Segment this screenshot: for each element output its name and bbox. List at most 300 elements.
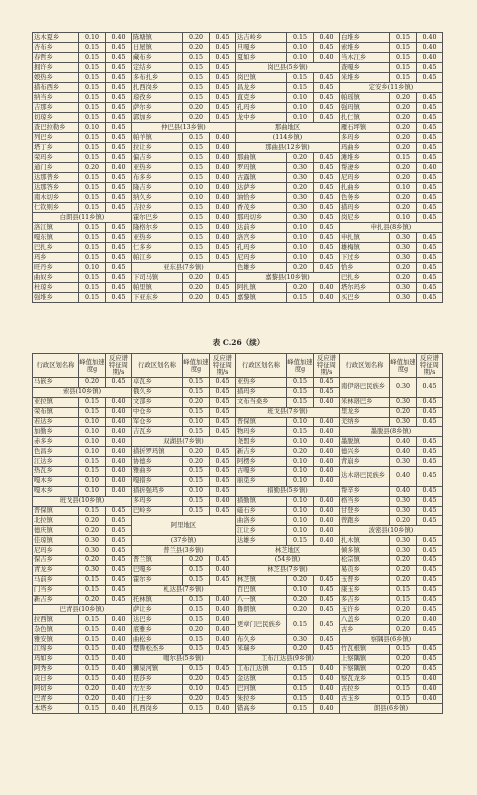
header-period: 反应谱特征周期/s xyxy=(417,354,443,378)
district-name: 昌龙乡 xyxy=(236,83,287,93)
period-value: 0.45 xyxy=(417,556,443,566)
pga-value: 0.20 xyxy=(390,654,417,664)
district-name: 亚热乡 xyxy=(132,233,183,243)
district-name: 竹瓦根镇 xyxy=(340,645,390,655)
period-value: 0.45 xyxy=(314,173,340,183)
table-row xyxy=(33,103,443,113)
table-row xyxy=(33,253,443,263)
pga-value: 0.20 xyxy=(287,183,314,193)
district-name: 加勤乡 xyxy=(33,427,79,437)
period-value: 0.45 xyxy=(106,153,132,163)
period-value: 0.45 xyxy=(210,457,236,467)
district-name: 恰乡 xyxy=(340,263,390,273)
pga-value: 0.40 xyxy=(390,467,417,487)
table-row xyxy=(33,173,443,183)
period-value: 0.45 xyxy=(210,476,236,486)
period-value: 0.40 xyxy=(106,654,132,664)
district-name: 强玛镇 xyxy=(340,103,390,113)
group-header: 朗县(6乡镇) xyxy=(340,704,443,714)
district-name: 更章门巴民族乡 xyxy=(236,615,287,635)
period-value: 0.45 xyxy=(106,263,132,273)
period-value: 0.45 xyxy=(106,243,132,253)
table-row xyxy=(33,427,443,437)
period-value: 0.40 xyxy=(210,133,236,143)
period-value: 0.45 xyxy=(210,113,236,123)
table-caption: 表 C.26（续） xyxy=(212,338,265,347)
period-value: 0.45 xyxy=(417,378,443,398)
period-value: 0.45 xyxy=(210,53,236,63)
table-row xyxy=(33,193,443,203)
pga-value: 0.15 xyxy=(183,565,210,575)
period-value: 0.45 xyxy=(106,73,132,83)
district-name: 措布西乡 xyxy=(33,83,79,93)
district-name: 普保镇 xyxy=(33,506,79,516)
period-value: 0.40 xyxy=(314,417,340,427)
period-value: 0.45 xyxy=(417,153,443,163)
district-name: 康玉乡 xyxy=(340,585,390,595)
table-row xyxy=(33,447,443,457)
group-header: 普兰县(3乡镇) xyxy=(132,546,236,556)
table-row xyxy=(33,575,443,585)
group-header: 林芝县(7乡镇) xyxy=(236,565,340,575)
table-row xyxy=(33,457,443,467)
period-value: 0.45 xyxy=(417,213,443,223)
pga-value: 0.20 xyxy=(390,575,417,585)
pga-value: 0.30 xyxy=(390,378,417,398)
period-value: 0.40 xyxy=(314,684,340,694)
period-value: 0.40 xyxy=(314,674,340,684)
pga-value: 0.15 xyxy=(79,83,106,93)
period-value: 0.45 xyxy=(314,615,340,635)
header-pga: 峰值加速度g xyxy=(79,354,106,378)
pga-value: 0.15 xyxy=(79,654,106,664)
pga-value: 0.15 xyxy=(287,615,314,635)
table-row xyxy=(33,223,443,233)
pga-value: 0.30 xyxy=(390,283,417,293)
district-name: 楚鲁松杰乡 xyxy=(132,645,183,655)
period-value: 0.40 xyxy=(210,163,236,173)
district-name: 杏布乡 xyxy=(33,43,79,53)
district-name: 林芝镇 xyxy=(236,575,287,585)
district-name: 八盖乡 xyxy=(340,615,390,625)
pga-value: 0.10 xyxy=(287,233,314,243)
pga-value: 0.20 xyxy=(390,263,417,273)
pga-value: 0.10 xyxy=(287,516,314,526)
pga-value: 0.15 xyxy=(390,645,417,655)
period-value: 0.40 xyxy=(314,506,340,516)
district-name: 下过乡 xyxy=(340,253,390,263)
pga-value: 0.15 xyxy=(183,645,210,655)
period-value: 0.45 xyxy=(106,293,132,303)
period-value: 0.40 xyxy=(106,457,132,467)
period-value: 0.40 xyxy=(106,476,132,486)
district-name: 贡日乡 xyxy=(33,674,79,684)
period-value: 0.40 xyxy=(106,645,132,655)
district-name: 布多乡 xyxy=(132,173,183,183)
period-value: 0.45 xyxy=(314,103,340,113)
pga-value: 0.20 xyxy=(287,595,314,605)
pga-value: 0.20 xyxy=(390,123,417,133)
table-row xyxy=(33,664,443,674)
table-row xyxy=(33,694,443,704)
pga-value: 0.15 xyxy=(79,193,106,203)
pga-value: 0.15 xyxy=(79,674,106,684)
district-name: 列巴乡 xyxy=(33,133,79,143)
table-row xyxy=(33,43,443,53)
table-row xyxy=(33,645,443,655)
district-name: 背崩乡 xyxy=(340,457,390,467)
period-value: 0.45 xyxy=(417,496,443,506)
district-name: 德兴乡 xyxy=(340,447,390,457)
district-name: 杂色镇 xyxy=(33,625,79,635)
period-value: 0.45 xyxy=(106,585,132,595)
district-name: 江达乡 xyxy=(33,457,79,467)
pga-value: 0.20 xyxy=(183,103,210,113)
pga-value: 0.15 xyxy=(287,694,314,704)
district-name: 旦嘎乡 xyxy=(236,43,287,53)
period-value: 0.45 xyxy=(210,283,236,293)
district-name: 曾跑乡 xyxy=(340,516,390,526)
table-row xyxy=(33,243,443,253)
district-name: 春哲乡 xyxy=(33,53,79,63)
period-value: 0.40 xyxy=(314,467,340,477)
pga-value: 0.20 xyxy=(183,447,210,457)
district-name: 达那答乡 xyxy=(33,183,79,193)
table-row xyxy=(33,674,443,684)
pga-value: 0.15 xyxy=(183,496,210,506)
district-name: 中仓乡 xyxy=(132,407,183,417)
district-name: 查嘎乡 xyxy=(340,63,390,73)
table-row xyxy=(33,153,443,163)
period-value: 0.40 xyxy=(106,694,132,704)
district-name: 上察隅镇 xyxy=(340,654,390,664)
pga-value: 0.15 xyxy=(390,674,417,684)
district-name: 那曲镇 xyxy=(236,153,287,163)
pga-value: 0.15 xyxy=(183,233,210,243)
district-name: 古乡 xyxy=(340,625,390,635)
period-value: 0.45 xyxy=(314,113,340,123)
district-name: 北拉镇 xyxy=(33,516,79,526)
group-header: 嘉黎县(10乡镇) xyxy=(236,273,340,283)
district-name: 那玛切乡 xyxy=(236,213,287,223)
district-name: 帕江乡 xyxy=(132,253,183,263)
pga-value: 0.10 xyxy=(183,486,210,496)
period-value: 0.40 xyxy=(106,704,132,714)
pga-value: 0.15 xyxy=(183,378,210,388)
pga-value: 0.15 xyxy=(183,595,210,605)
period-value: 0.45 xyxy=(417,645,443,655)
period-value: 0.45 xyxy=(314,43,340,53)
district-name: 陈塘镇 xyxy=(132,33,183,43)
district-name: 偏吉乡 xyxy=(132,153,183,163)
period-value: 0.45 xyxy=(417,486,443,496)
pga-value: 0.20 xyxy=(390,516,417,526)
header-period: 反应谱特征周期/s xyxy=(210,354,236,378)
period-value: 0.45 xyxy=(417,113,443,123)
period-value: 0.40 xyxy=(106,674,132,684)
pga-value: 0.40 xyxy=(390,447,417,457)
pga-value: 0.20 xyxy=(390,615,417,625)
district-name: 磁石乡 xyxy=(236,506,287,516)
period-value: 0.45 xyxy=(314,93,340,103)
table-row xyxy=(33,263,443,273)
pga-value: 0.15 xyxy=(390,43,417,53)
period-value: 0.45 xyxy=(417,293,443,303)
district-name: 措玛乡 xyxy=(236,387,287,397)
period-value: 0.45 xyxy=(314,645,340,655)
pga-value: 0.15 xyxy=(79,183,106,193)
district-name: 物玛乡 xyxy=(236,427,287,437)
district-name: 强堆乡 xyxy=(33,293,79,303)
district-name: 油恰乡 xyxy=(236,193,287,203)
pga-value: 0.20 xyxy=(183,457,210,467)
period-value: 0.40 xyxy=(314,53,340,63)
pga-value: 0.15 xyxy=(183,163,210,173)
period-value: 0.40 xyxy=(314,704,340,714)
pga-value: 0.20 xyxy=(390,407,417,417)
district-name: 霍尔巴乡 xyxy=(132,213,183,223)
period-value: 0.40 xyxy=(210,153,236,163)
pga-value: 0.15 xyxy=(79,103,106,113)
pga-value: 0.15 xyxy=(79,625,106,635)
period-value: 0.40 xyxy=(106,635,132,645)
pga-value: 0.15 xyxy=(287,293,314,303)
table-row xyxy=(33,654,443,664)
period-value: 0.40 xyxy=(210,233,236,243)
period-value: 0.40 xyxy=(106,486,132,496)
table-row xyxy=(33,293,443,303)
pga-value: 0.20 xyxy=(390,163,417,173)
period-value: 0.45 xyxy=(106,506,132,516)
district-name: 拉西镇 xyxy=(33,615,79,625)
pga-value: 0.20 xyxy=(183,625,210,635)
period-value: 0.45 xyxy=(314,233,340,243)
pga-value: 0.15 xyxy=(183,83,210,93)
pga-value: 0.15 xyxy=(79,113,106,123)
pga-value: 0.15 xyxy=(79,203,106,213)
pga-value: 0.15 xyxy=(390,694,417,704)
period-value: 0.40 xyxy=(417,43,443,53)
district-name: 孔玛乡 xyxy=(236,243,287,253)
period-value: 0.45 xyxy=(314,213,340,223)
period-value: 0.40 xyxy=(210,565,236,575)
period-value: 0.45 xyxy=(314,575,340,585)
pga-value: 0.15 xyxy=(79,283,106,293)
pga-value: 0.15 xyxy=(79,143,106,153)
pga-value: 0.15 xyxy=(79,467,106,477)
district-name: 普兰镇 xyxy=(132,556,183,566)
header-pga: 峰值加速度g xyxy=(287,354,314,378)
pga-value: 0.15 xyxy=(79,664,106,674)
district-name: 纳久乡 xyxy=(132,193,183,203)
pga-value: 0.30 xyxy=(79,546,106,556)
group-header: 巴青县(10乡镇) xyxy=(33,605,132,615)
period-value: 0.45 xyxy=(314,193,340,203)
pga-value: 0.20 xyxy=(390,273,417,283)
district-name: 岗巴镇 xyxy=(236,73,287,83)
pga-value: 0.10 xyxy=(287,437,314,447)
table-row xyxy=(33,467,443,477)
period-value: 0.45 xyxy=(106,556,132,566)
group-header: 亚东县(7乡镇) xyxy=(132,263,236,273)
pga-value: 0.15 xyxy=(390,33,417,43)
pga-value: 0.15 xyxy=(79,233,106,243)
period-value: 0.45 xyxy=(417,63,443,73)
district-name: 江绵乡 xyxy=(33,645,79,655)
district-name: 拉让乡 xyxy=(132,143,183,153)
pga-value: 0.20 xyxy=(183,556,210,566)
period-value: 0.45 xyxy=(106,143,132,153)
district-name: 协德乡 xyxy=(132,457,183,467)
pga-value: 0.15 xyxy=(183,133,210,143)
pga-value: 0.20 xyxy=(183,397,210,407)
district-name: 香茂乡 xyxy=(236,203,287,213)
district-name: 嘎木乡 xyxy=(33,476,79,486)
group-header: (114乡镇) xyxy=(236,133,340,143)
pga-value: 0.15 xyxy=(183,704,210,714)
period-value: 0.45 xyxy=(417,93,443,103)
pga-value: 0.30 xyxy=(390,506,417,516)
pga-value: 0.10 xyxy=(79,437,106,447)
pga-value: 0.10 xyxy=(287,476,314,486)
district-name: 直克乡 xyxy=(236,93,287,103)
table-row xyxy=(33,556,443,566)
pga-value: 0.15 xyxy=(287,33,314,43)
pga-value: 0.15 xyxy=(79,615,106,625)
group-header: 措勤县(5乡镇) xyxy=(236,486,340,496)
district-name: 多玛乡 xyxy=(340,133,390,143)
group-header: 索县(10乡镇) xyxy=(33,387,132,397)
pga-value: 0.10 xyxy=(79,476,106,486)
period-value: 0.45 xyxy=(417,536,443,546)
period-value: 0.45 xyxy=(417,203,443,213)
table-row xyxy=(33,83,443,93)
district-name: 达前乡 xyxy=(236,223,287,233)
district-name: 荣玛乡 xyxy=(33,153,79,163)
period-value: 0.40 xyxy=(210,615,236,625)
pga-value: 0.20 xyxy=(183,283,210,293)
table-row xyxy=(33,378,443,388)
pga-value: 0.10 xyxy=(287,467,314,477)
pga-value: 0.15 xyxy=(183,407,210,417)
pga-value: 0.15 xyxy=(183,73,210,83)
period-value: 0.45 xyxy=(210,103,236,113)
table-row xyxy=(33,113,443,123)
pga-value: 0.15 xyxy=(79,293,106,303)
table-row xyxy=(33,546,443,556)
period-value: 0.40 xyxy=(106,33,132,43)
pga-value: 0.15 xyxy=(287,704,314,714)
district-name: 托林镇 xyxy=(132,595,183,605)
group-header: 工布江达县(9乡镇) xyxy=(236,654,340,664)
district-name: 巴扎乡 xyxy=(340,273,390,283)
pga-value: 0.15 xyxy=(79,273,106,283)
header-period: 反应谱特征周期/s xyxy=(106,354,132,378)
district-name: 佳琼镇 xyxy=(33,536,79,546)
district-name: 萨尔乡 xyxy=(132,103,183,113)
pga-value: 0.15 xyxy=(287,387,314,397)
district-name: 罗玛镇 xyxy=(236,163,287,173)
pga-value: 0.15 xyxy=(390,73,417,83)
pga-value: 0.10 xyxy=(287,43,314,53)
period-value: 0.45 xyxy=(314,83,340,93)
pga-value: 0.20 xyxy=(390,556,417,566)
district-name: 措折罗玛镇 xyxy=(132,447,183,457)
period-value: 0.45 xyxy=(314,635,340,645)
pga-value: 0.10 xyxy=(183,684,210,694)
pga-value: 0.10 xyxy=(287,585,314,595)
period-value: 0.40 xyxy=(210,635,236,645)
pga-value: 0.10 xyxy=(287,53,314,63)
district-name: 夏如乡 xyxy=(236,53,287,63)
pga-value: 0.15 xyxy=(183,605,210,615)
district-name: 扎曲乡 xyxy=(340,183,390,193)
district-name: 达巴乡 xyxy=(132,615,183,625)
period-value: 0.40 xyxy=(417,163,443,173)
district-name: 买巴乡 xyxy=(340,293,390,303)
pga-value: 0.15 xyxy=(183,203,210,213)
pga-value: 0.20 xyxy=(183,43,210,53)
pga-value: 0.20 xyxy=(390,133,417,143)
period-value: 0.45 xyxy=(210,417,236,427)
district-name: 吉那乡 xyxy=(33,103,79,113)
period-value: 0.45 xyxy=(417,133,443,143)
district-name: 达雄乡 xyxy=(236,536,287,546)
district-name: 措勤镇 xyxy=(236,496,287,506)
pga-value: 0.15 xyxy=(183,575,210,585)
district-name: 帮辛乡 xyxy=(340,486,390,496)
period-value: 0.45 xyxy=(210,93,236,103)
period-value: 0.40 xyxy=(210,173,236,183)
pga-value: 0.30 xyxy=(390,546,417,556)
district-name: 荣布镇 xyxy=(33,407,79,417)
group-header: 察隅县(6乡镇) xyxy=(340,635,443,645)
district-name: 色务乡 xyxy=(340,193,390,203)
pga-value: 0.15 xyxy=(183,143,210,153)
period-value: 0.45 xyxy=(417,243,443,253)
district-name: 易贡乡 xyxy=(340,565,390,575)
district-name: 扎仁镇 xyxy=(340,113,390,123)
pga-value: 0.20 xyxy=(79,684,106,694)
period-value: 0.45 xyxy=(417,417,443,427)
period-value: 0.45 xyxy=(210,63,236,73)
period-value: 0.45 xyxy=(417,263,443,273)
pga-value: 0.30 xyxy=(390,417,417,427)
pga-value: 0.15 xyxy=(183,387,210,397)
group-header: 仲巴县(13乡镇) xyxy=(132,123,236,133)
pga-value: 0.20 xyxy=(79,595,106,605)
group-header: 阿里地区 xyxy=(132,516,236,536)
district-name: 玉普乡 xyxy=(340,575,390,585)
period-value: 0.45 xyxy=(417,173,443,183)
district-name: 多吉乡 xyxy=(340,595,390,605)
district-name: 左左乡 xyxy=(132,684,183,694)
district-name: 八一镇 xyxy=(236,595,287,605)
period-value: 0.45 xyxy=(210,506,236,516)
group-header: 那曲地区 xyxy=(236,123,340,133)
district-name: 察瓦龙乡 xyxy=(340,674,390,684)
pga-value: 0.30 xyxy=(390,457,417,467)
pga-value: 0.20 xyxy=(390,143,417,153)
district-name: 定结乡 xyxy=(132,63,183,73)
period-value: 0.45 xyxy=(106,113,132,123)
table-row xyxy=(33,163,443,173)
period-value: 0.45 xyxy=(106,283,132,293)
table-row xyxy=(33,123,443,133)
district-name: 尼玛乡 xyxy=(340,173,390,183)
period-value: 0.40 xyxy=(106,467,132,477)
district-name: 卓瓦乡 xyxy=(132,378,183,388)
